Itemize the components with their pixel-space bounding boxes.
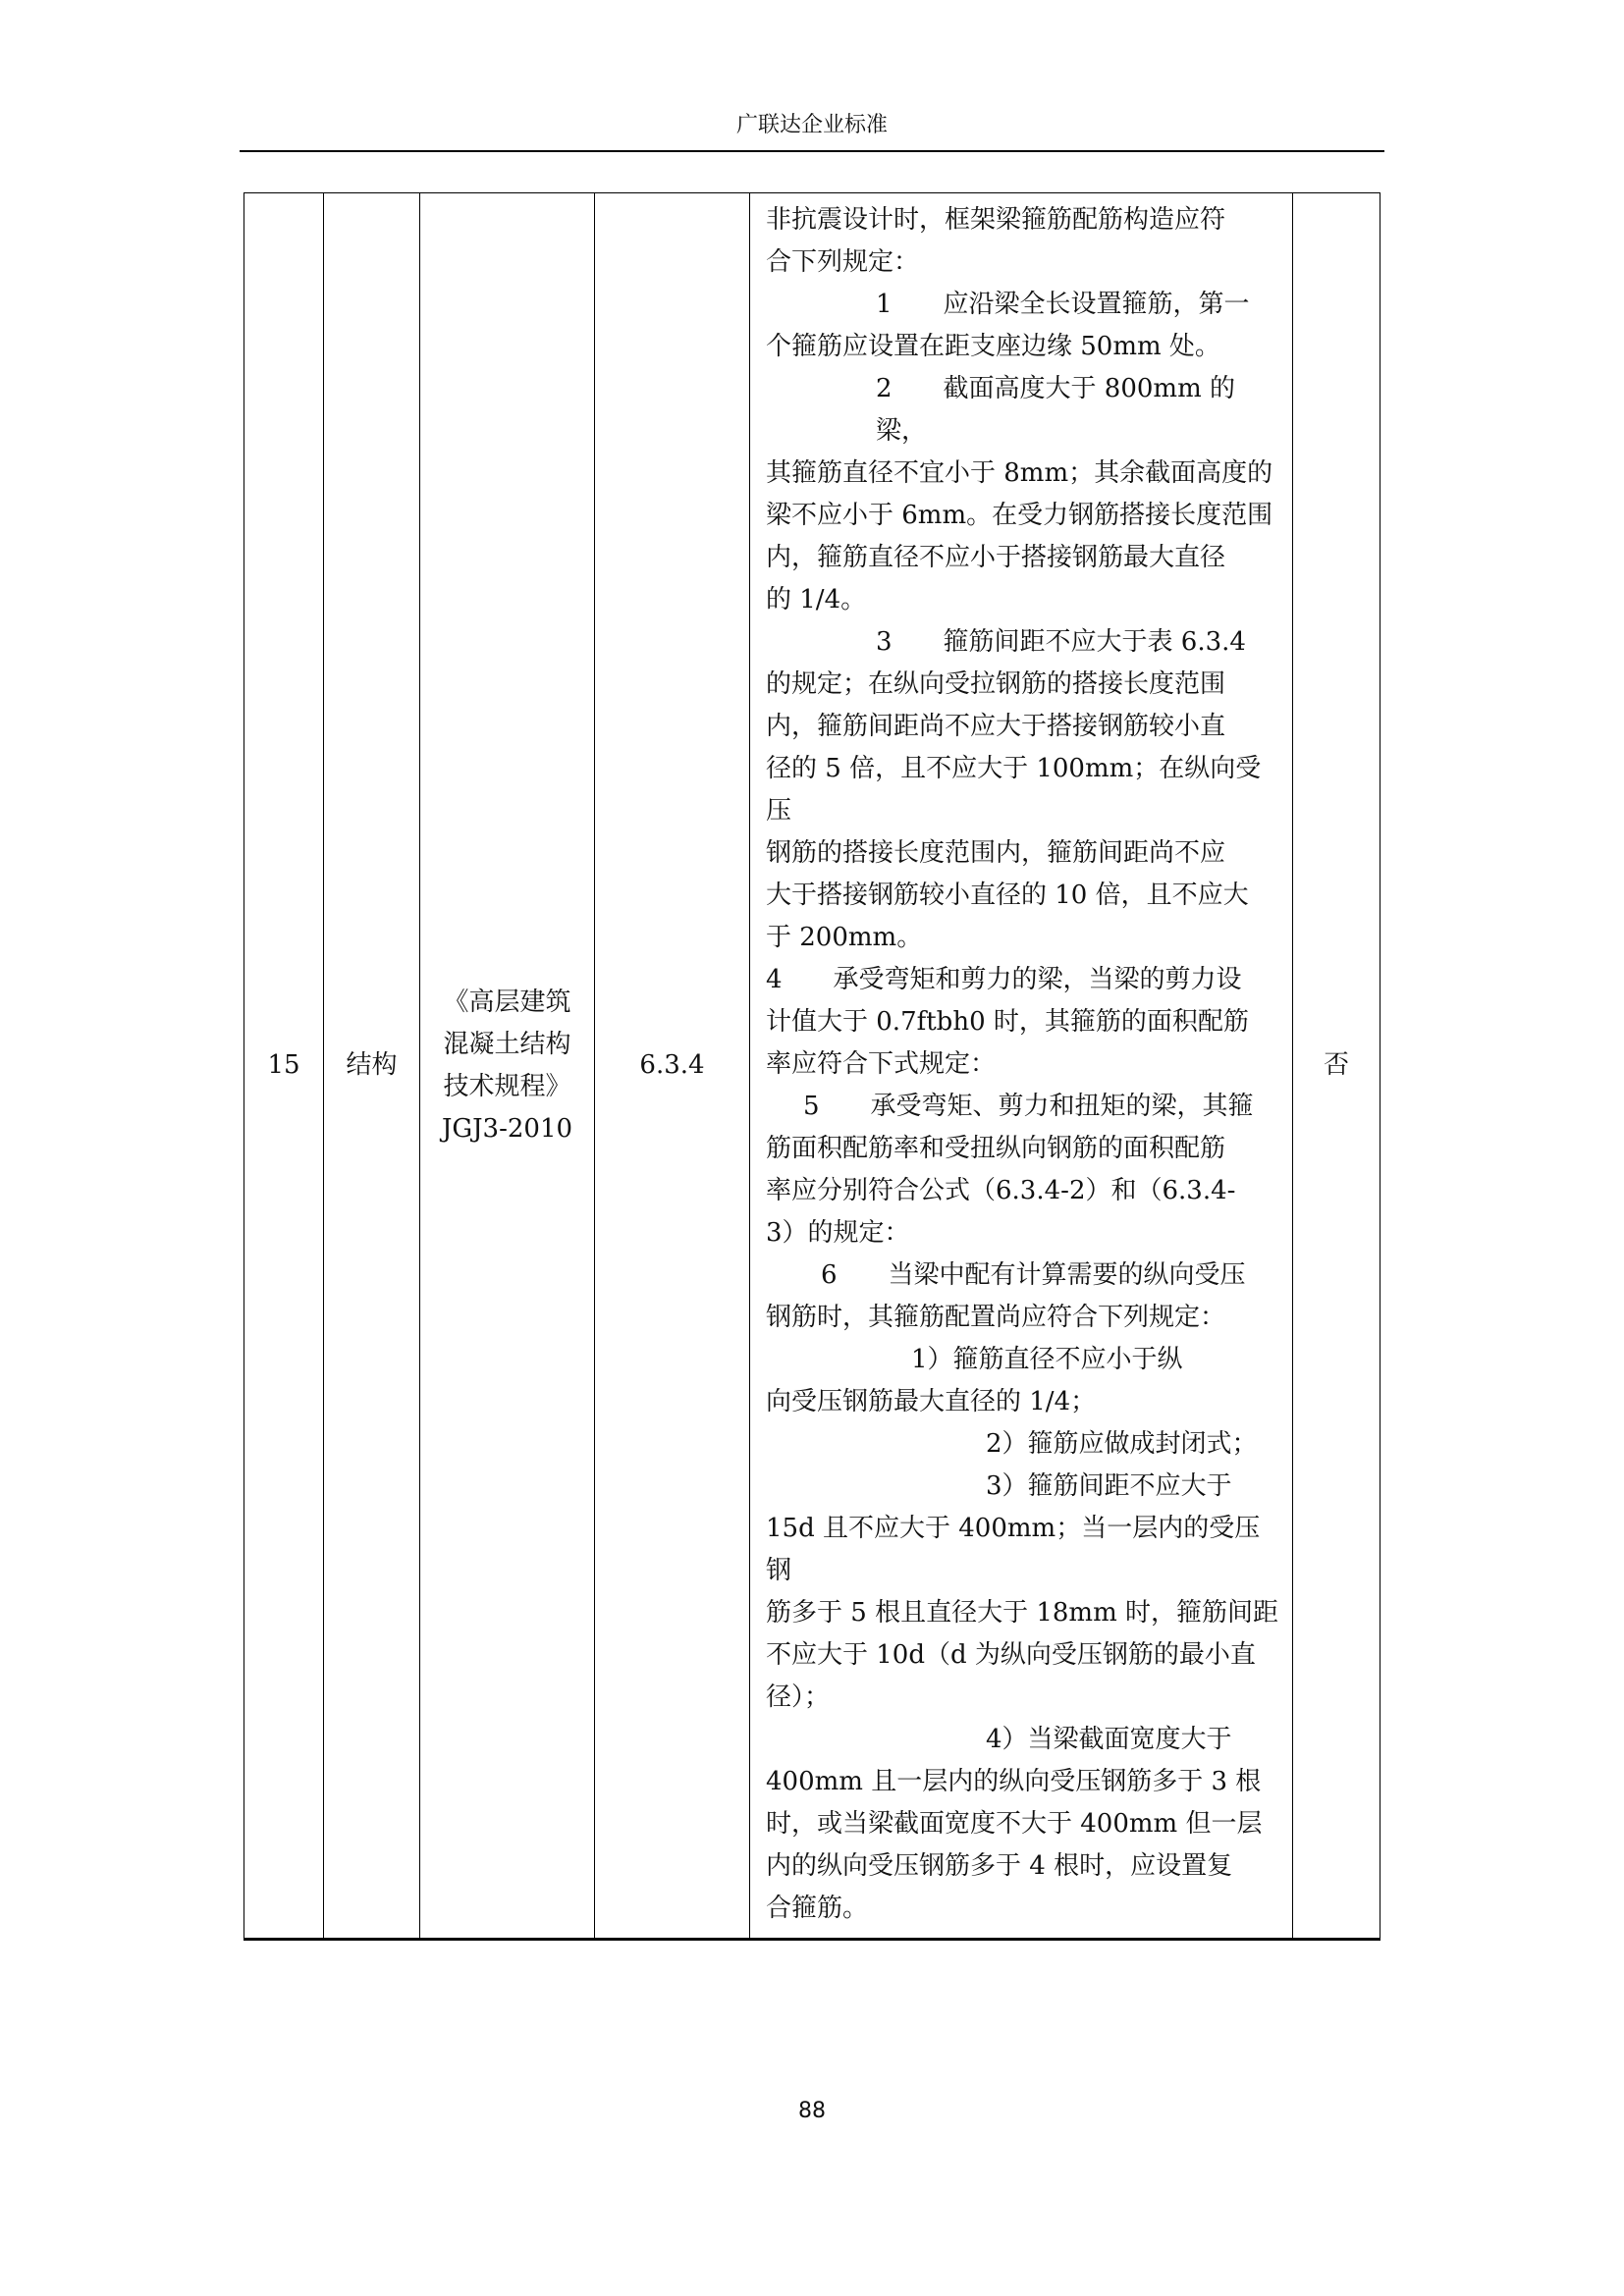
clause-line: 的规定；在纵向受拉钢筋的搭接长度范围 — [766, 669, 1226, 699]
row-index: 15 — [244, 193, 324, 1940]
clause-line: 2）箍筋应做成封闭式； — [986, 1429, 1258, 1459]
source-line: JGJ3-2010 — [441, 1113, 573, 1144]
clause-line: 时，或当梁截面宽度不大于 400mm 但一层 — [766, 1809, 1263, 1839]
row-clause-text — [750, 193, 1293, 1940]
clause-line: 于 200mm。 — [766, 923, 923, 952]
clause-line: 梁不应小于 6mm。在受力钢筋搭接长度范围 — [766, 501, 1273, 530]
clause-line: 合下列规定： — [766, 247, 920, 277]
clause-line: 内，箍筋直径不应小于搭接钢筋最大直径 — [766, 543, 1226, 572]
clause-line: 率应符合下式规定： — [766, 1049, 997, 1079]
clause-line: 钢筋时，其箍筋配置尚应符合下列规定： — [766, 1303, 1226, 1332]
clause-line: 个箍筋应设置在距支座边缘 50mm 处。 — [766, 332, 1220, 361]
clause-line: 筋多于 5 根且直径大于 18mm 时，箍筋间距 — [766, 1598, 1278, 1628]
clause-line: 径）； — [766, 1682, 831, 1712]
clause-line: 6 当梁中配有计算需要的纵向受压 — [821, 1260, 1246, 1290]
clause-line: 率应分别符合公式（6.3.4-2）和（6.3.4- — [766, 1176, 1236, 1205]
row-mandatory-flag: 否 — [1293, 193, 1380, 1940]
clause-line: 大于搭接钢筋较小直径的 10 倍，且不应大 — [766, 881, 1249, 910]
clause-line: 5 承受弯矩、剪力和扭矩的梁，其箍 — [803, 1092, 1254, 1121]
page-number: 88 — [798, 2099, 826, 2123]
row-source-standard — [420, 193, 595, 1940]
clause-line: 的 1/4。 — [766, 585, 867, 614]
clause-line: 3）箍筋间距不应大于 — [986, 1471, 1232, 1501]
row-category: 结构 — [324, 193, 420, 1940]
clause-line: 3 箍筋间距不应大于表 6.3.4 — [876, 627, 1246, 657]
clause-line: 15d 且不应大于 400mm；当一层内的受压钢 — [766, 1514, 1261, 1585]
clause-line: 筋面积配筋率和受扭纵向钢筋的面积配筋 — [766, 1134, 1226, 1163]
clause-line: 1 应沿梁全长设置箍筋，第一 — [876, 290, 1250, 319]
clause-line: 4 承受弯矩和剪力的梁，当梁的剪力设 — [766, 965, 1242, 994]
clause-line: 1）箍筋直径不应小于纵 — [911, 1345, 1183, 1374]
clause-line: 其箍筋直径不宜小于 8mm；其余截面高度的 — [766, 458, 1273, 488]
clause-line: 钢筋的搭接长度范围内，箍筋间距尚不应 — [766, 838, 1226, 868]
clause-line: 4）当梁截面宽度大于 — [986, 1725, 1232, 1754]
header-rule — [240, 150, 1384, 152]
standards-table — [244, 192, 1380, 1941]
source-line: 技术规程》 — [443, 1071, 571, 1101]
clause-line: 合箍筋。 — [766, 1894, 869, 1923]
row-clause-number: 6.3.4 — [595, 193, 750, 1940]
clause-line: 内的纵向受压钢筋多于 4 根时，应设置复 — [766, 1851, 1233, 1881]
clause-line: 不应大于 10d（d 为纵向受压钢筋的最小直 — [766, 1640, 1256, 1670]
clause-line: 计值大于 0.7ftbh0 时，其箍筋的面积配筋 — [766, 1007, 1249, 1037]
page-header-title: 广联达企业标准 — [735, 113, 888, 137]
clause-line: 向受压钢筋最大直径的 1/4； — [766, 1387, 1097, 1416]
clause-line: 径的 5 倍，且不应大于 100mm；在纵向受压 — [766, 754, 1262, 826]
clause-line: 非抗震设计时，框架梁箍筋配筋构造应符 — [766, 205, 1226, 235]
source-line: 混凝土结构 — [443, 1029, 571, 1059]
clause-line: 400mm 且一层内的纵向受压钢筋多于 3 根 — [766, 1767, 1262, 1796]
clause-line: 内，箍筋间距尚不应大于搭接钢筋较小直 — [766, 712, 1226, 741]
clause-line: 2 截面高度大于 800mm 的梁， — [876, 374, 1236, 446]
clause-line: 3）的规定： — [766, 1218, 910, 1248]
source-line: 《高层建筑 — [443, 987, 571, 1017]
table-row — [244, 193, 1380, 1940]
